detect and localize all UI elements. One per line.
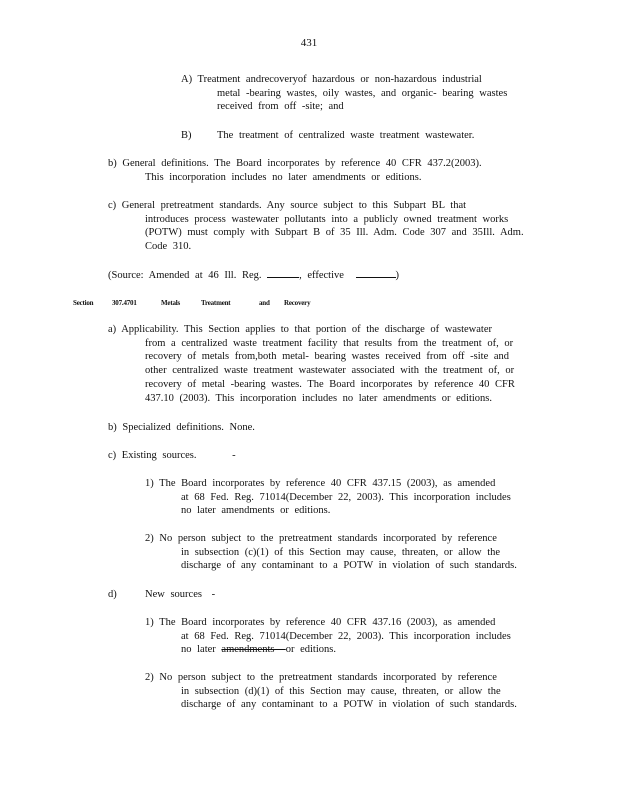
page-number: 431 <box>300 37 318 49</box>
item-b <box>181 129 521 143</box>
pretreatment-line2: introduces process wastewater pollutants into a publicly owned treatment works <box>145 213 509 225</box>
applicability-line3: recovery of metals from,both metal- bearing wastes received from off -site and <box>145 351 510 363</box>
new-1-line3 <box>145 643 535 657</box>
section-heading-word1: Metals <box>161 299 181 307</box>
existing-2-line2: in subsection (c)(1) of this Section may cause, threaten, or allow the <box>181 546 501 558</box>
existing-sources-text: c) Existing sources. <box>108 450 197 461</box>
pretreatment-line3: (POTW) must comply with Subpart B of 35 Ill. Adm. Code 307 and 35Ill. Adm. <box>145 227 524 239</box>
applicability <box>108 323 538 405</box>
existing-2-line1: 2) No person subject to the pretreatment standards incorporated by reference <box>145 533 497 544</box>
section-heading-label: Section <box>73 299 94 307</box>
section-heading-number: 307.4701 <box>112 299 137 307</box>
item-a-line2: metal -bearing wastes, oily wastes, and organic- bearing wastes <box>217 87 508 99</box>
applicability-line5: recovery of metal -bearing wastes. The Board incorporates by reference 40 CFR <box>145 378 515 390</box>
source-note <box>108 268 508 283</box>
existing-2-line3: discharge of any contaminant to a POTW in violation of such standards. <box>181 560 517 572</box>
new-1-line3-suffix: or editions. <box>285 644 336 656</box>
existing-sources-mark: - <box>232 450 236 461</box>
section-heading-word2: Treatment <box>201 299 231 307</box>
applicability-line4: other centralized waste treatment wastewater associated with the treatment of, or <box>145 365 515 377</box>
new-1-line2: at 68 Fed. Reg. 71014(December 22, 2003). This incorporation includes <box>181 630 511 642</box>
general-definitions-line2: This incorporation includes no later amendments or editions. <box>145 171 422 183</box>
new-1-line3-prefix: no later <box>181 644 216 656</box>
existing-item-1 <box>145 477 535 518</box>
existing-sources <box>108 449 508 463</box>
new-sources <box>108 588 508 602</box>
existing-1-line2: at 68 Fed. Reg. 71014(December 22, 2003). This incorporation includes <box>181 491 511 503</box>
new-2-line1: 2) No person subject to the pretreatment standards incorporated by reference <box>145 672 497 683</box>
new-sources-text: New sources <box>145 589 202 600</box>
existing-item-2 <box>145 532 535 573</box>
existing-1-line1: 1) The Board incorporates by reference 40 CFR 437.15 (2003), as amended <box>145 478 496 489</box>
new-2-line2: in subsection (d)(1) of this Section may cause, threaten, or allow the <box>181 685 501 697</box>
section-heading-word4: Recovery <box>284 299 311 307</box>
applicability-line6: 437.10 (2003). This incorporation includes no later amendments or editions. <box>145 392 492 404</box>
specialized-definitions: b) Specialized definitions. None. <box>108 422 255 433</box>
new-item-1 <box>145 616 535 657</box>
reg-page-blank <box>267 268 299 278</box>
struck-gap <box>274 644 285 655</box>
item-b-text: The treatment of centralized waste treatment wastewater. <box>217 130 475 141</box>
existing-1-line3: no later amendments or editions. <box>181 505 331 517</box>
item-a-line1: Treatment andrecoveryof hazardous or non-hazardous industrial <box>197 74 482 85</box>
general-definitions <box>108 157 528 184</box>
section-heading-word3: and <box>259 299 270 307</box>
pretreatment-line4: Code 310. <box>145 241 192 253</box>
new-sources-mark: - <box>211 589 216 600</box>
item-b-label: B) <box>181 130 192 141</box>
pretreatment-line1: c) General pretreatment standards. Any source subject to this Subpart BL that <box>108 200 467 211</box>
general-pretreatment-standards <box>108 199 538 254</box>
item-a <box>181 73 521 114</box>
general-definitions-line1: b) General definitions. The Board incorporates by reference 40 CFR 437.2(2003). <box>108 158 482 169</box>
struck-amendments: amendments <box>221 644 275 656</box>
new-sources-label: d) <box>108 589 117 600</box>
source-note-prefix: (Source: Amended at 46 Ill. Reg. <box>108 270 262 281</box>
item-a-line3: received from off -site; and <box>217 101 344 113</box>
new-2-line3: discharge of any contaminant to a POTW in violation of such standards. <box>181 699 517 711</box>
applicability-line2: from a centralized waste treatment facility that results from the treatment of, or <box>145 337 514 349</box>
source-note-middle: , effective <box>299 270 344 281</box>
new-1-line1: 1) The Board incorporates by reference 40 CFR 437.16 (2003), as amended <box>145 617 496 628</box>
item-a-label: A) <box>181 74 193 85</box>
applicability-line1: a) Applicability. This Section applies to that portion of the discharge of wastewater <box>108 324 492 335</box>
source-note-suffix: ) <box>395 270 400 281</box>
new-item-2 <box>145 671 535 712</box>
effective-date-blank <box>356 268 396 278</box>
